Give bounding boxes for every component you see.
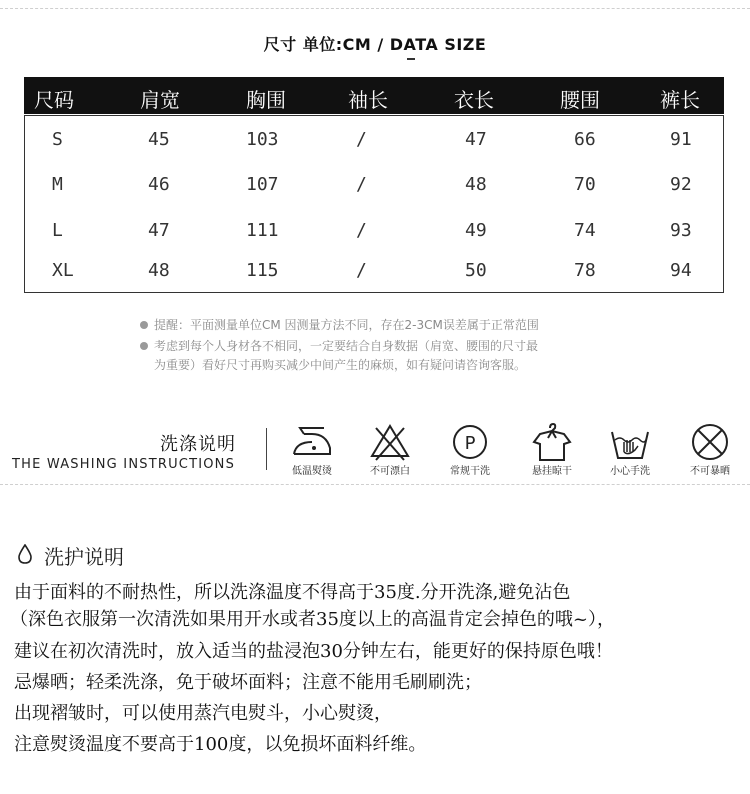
header-chest: 胸围	[246, 88, 286, 112]
cell-size: S	[52, 129, 63, 150]
water-drop-icon	[18, 544, 32, 564]
cell-waist: 78	[574, 260, 596, 281]
no-sun-dry-icon	[688, 422, 732, 462]
care-line: 忌爆晒；轻柔洗涤，免于破坏面料；注意不能用毛刷刷洗；	[14, 672, 482, 693]
cell-length: 50	[465, 260, 487, 281]
dry-clean-label: 常规干洗	[450, 466, 490, 477]
hand-wash-icon-item	[598, 418, 662, 478]
washing-divider	[266, 428, 267, 470]
no-bleach-icon-item	[358, 418, 422, 478]
note-fit-line1: 考虑到每个人身材各不相同，一定要结合自身数据（肩宽、腰围的尺寸最	[154, 339, 539, 353]
cell-pants: 91	[670, 129, 692, 150]
cell-shoulder: 48	[148, 260, 170, 281]
header-size: 尺码	[34, 88, 74, 112]
header-pants: 裤长	[660, 88, 700, 112]
cell-size: L	[52, 220, 63, 241]
cell-length: 47	[465, 129, 487, 150]
care-title: 洗护说明	[44, 545, 124, 569]
cell-waist: 66	[574, 129, 596, 150]
iron-low-icon-item	[280, 418, 344, 478]
size-chart-title: 尺寸 单位:CM / DATA SIZE	[263, 35, 487, 54]
iron-low-label: 低温熨烫	[292, 466, 332, 477]
header-length: 衣长	[454, 88, 494, 112]
cell-sleeve: /	[356, 220, 367, 241]
top-divider	[0, 8, 750, 9]
size-table-body	[24, 115, 724, 293]
cell-sleeve: /	[356, 174, 367, 195]
washing-title-cn: 洗涤说明	[160, 434, 236, 455]
care-line: 由于面料的不耐热性，所以洗涤温度不得高于35度.分开洗涤,避免沾色	[14, 582, 571, 603]
cell-waist: 70	[574, 174, 596, 195]
cell-chest: 107	[246, 174, 279, 195]
hang-dry-label: 悬挂晾干	[532, 466, 572, 477]
cell-sleeve: /	[356, 129, 367, 150]
care-line: 出现褶皱时，可以使用蒸汽电熨斗，小心熨烫，	[14, 703, 392, 724]
cell-sleeve: /	[356, 260, 367, 281]
dry-clean-icon-item	[438, 418, 502, 478]
cell-length: 49	[465, 220, 487, 241]
cell-shoulder: 46	[148, 174, 170, 195]
no-bleach-icon	[368, 422, 412, 462]
section-divider	[0, 484, 750, 485]
cell-shoulder: 45	[148, 129, 170, 150]
header-sleeve: 袖长	[348, 88, 388, 112]
hand-wash-icon	[608, 422, 652, 462]
cell-chest: 103	[246, 129, 279, 150]
hand-wash-label: 小心手洗	[610, 466, 650, 477]
washing-title-en: THE WASHING INSTRUCTIONS	[12, 457, 236, 472]
cell-chest: 115	[246, 260, 279, 281]
note-measurement: 提醒：平面测量单位CM 因测量方法不同，存在2-3CM误差属于正常范围	[154, 318, 539, 332]
no-sun-dry-icon-item	[678, 418, 742, 478]
cell-length: 48	[465, 174, 487, 195]
dry-clean-p-icon	[448, 422, 492, 462]
care-line: 注意熨烫温度不要高于100度，以免损坏面料纤维。	[14, 734, 427, 755]
cell-chest: 111	[246, 220, 279, 241]
no-bleach-label: 不可漂白	[370, 466, 410, 477]
cell-shoulder: 47	[148, 220, 170, 241]
title-underline	[407, 58, 415, 60]
hang-dry-icon-item	[520, 418, 584, 478]
no-sun-dry-label: 不可暴晒	[690, 466, 730, 477]
cell-pants: 92	[670, 174, 692, 195]
cell-pants: 94	[670, 260, 692, 281]
hang-dry-icon	[530, 422, 574, 462]
cell-size: XL	[52, 260, 74, 281]
size-table-header	[24, 77, 724, 114]
care-line: 建议在初次清洗时，放入适当的盐浸泡30分钟左右，能更好的保持原色哦！	[14, 641, 613, 662]
cell-pants: 93	[670, 220, 692, 241]
header-waist: 腰围	[560, 88, 600, 112]
care-line: （深色衣服第一次清洗如果用开水或者35度以上的高温肯定会掉色的哦~），	[10, 609, 615, 630]
header-shoulder: 肩宽	[140, 88, 180, 112]
bullet-icon	[140, 342, 148, 350]
svg-text:P: P	[464, 433, 476, 454]
note-fit-line2: 为重要）看好尺寸再购买减少中间产生的麻烦，如有疑问请咨询客服。	[154, 358, 527, 372]
bullet-icon	[140, 321, 148, 329]
cell-waist: 74	[574, 220, 596, 241]
cell-size: M	[52, 174, 63, 195]
iron-low-icon	[290, 422, 334, 462]
